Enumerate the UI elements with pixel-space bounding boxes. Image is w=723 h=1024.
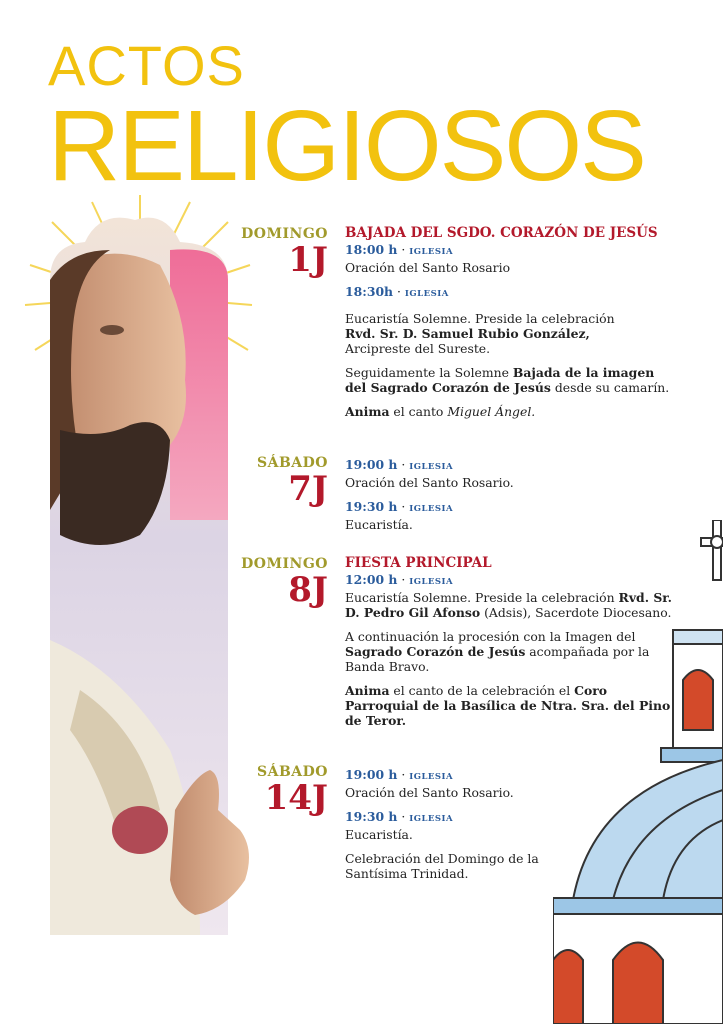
event-time: 12:00 h: [345, 572, 398, 587]
event-time: 18:00 h: [345, 242, 398, 257]
event-description: Oración del Santo Rosario: [345, 260, 511, 275]
event-description: Eucaristía.: [345, 827, 413, 842]
event-location: IGLESIA: [409, 247, 454, 257]
day-name: DOMINGO: [241, 226, 328, 242]
day-2: [212, 455, 328, 508]
event-time: 19:00 h: [345, 457, 398, 472]
event-4-details: 19:00 h · IGLESIA Oración del Santo Rosario. 19:30 h · IGLESIA Eucaristía. Celebración del Domingo de la Santísima Trinidad.: [345, 767, 675, 881]
event-3-details: FIESTA PRINCIPAL 12:00 h · IGLESIA Eucaristía Solemne. Preside la celebración Rvd. Sr. D. Pedro Gil Afonso (Adsis), Sacerdote Diocesano. A continuación la procesión con la Imagen del Sagrado Corazón de Jesús acompañada por la Banda Bravo. Anima el canto de la celebración el Coro Parroquial de la Basílica de Ntra. Sra. del Pino de Teror.: [345, 556, 675, 728]
event-2-details: 19:00 h · IGLESIA Oración del Santo Rosario. 19:30 h · IGLESIA Eucaristía.: [345, 457, 675, 532]
event-1-details: BAJADA DEL SGDO. CORAZÓN DE JESÚS 18:00 h · IGLESIA Oración del Santo Rosario 18:30h · IGLESIA Eucaristía Solemne. Preside la celebración Rvd. Sr. D. Samuel Rubio González, Arcipreste del Sureste. Seguidamente la Solemne Bajada de la imagen del Sagrado Corazón de Jesús desde su camarín. Anima el canto Miguel Ángel.: [345, 226, 675, 419]
event-location: IGLESIA: [409, 462, 454, 472]
event-description: Anima el canto de la celebración el Coro Parroquial de la Basílica de Ntra. Sra. del Pino de Teror.: [345, 683, 671, 728]
event-time: 19:30 h: [345, 499, 398, 514]
event-time: 19:30 h: [345, 809, 398, 824]
event-location: IGLESIA: [409, 814, 454, 824]
event-description: Seguidamente la Solemne Bajada de la imagen del Sagrado Corazón de Jesús desde su camarín.: [345, 365, 670, 395]
event-description: Oración del Santo Rosario.: [345, 475, 514, 490]
event-time: 18:30h: [345, 284, 394, 299]
title-line-1: ACTOS: [48, 34, 245, 97]
event-description: Anima el canto Miguel Ángel.: [345, 404, 536, 419]
day-name: SÁBADO: [256, 764, 328, 780]
day-number: 1J: [288, 240, 328, 280]
day-name: DOMINGO: [241, 556, 328, 572]
event-headline: BAJADA DEL SGDO. CORAZÓN DE JESÚS: [345, 225, 658, 241]
day-name: SÁBADO: [256, 455, 328, 471]
day-1: [212, 226, 328, 279]
day-number: 14J: [264, 778, 328, 818]
event-description: Eucaristía Solemne. Preside la celebración Rvd. Sr. D. Samuel Rubio González, Arcipreste del Sureste.: [345, 311, 615, 356]
event-description: Celebración del Domingo de la Santísima Trinidad.: [345, 851, 539, 881]
event-description: Eucaristía.: [345, 517, 413, 532]
event-description: Oración del Santo Rosario.: [345, 785, 514, 800]
day-4: [212, 764, 328, 817]
event-location: IGLESIA: [409, 577, 454, 587]
day-3: [212, 556, 328, 609]
day-number: 7J: [288, 469, 328, 509]
event-location: IGLESIA: [409, 772, 454, 782]
event-description: Eucaristía Solemne. Preside la celebración Rvd. Sr. D. Pedro Gil Afonso (Adsis), Sacerdote Diocesano.: [345, 590, 672, 620]
event-location: IGLESIA: [404, 289, 449, 299]
title-line-2: RELIGIOSOS: [48, 90, 645, 202]
event-time: 19:00 h: [345, 767, 398, 782]
event-description: A continuación la procesión con la Imagen del Sagrado Corazón de Jesús acompañada por la Banda Bravo.: [345, 629, 650, 674]
day-number: 8J: [288, 570, 328, 610]
event-headline: FIESTA PRINCIPAL: [345, 555, 492, 571]
event-location: IGLESIA: [409, 504, 454, 514]
